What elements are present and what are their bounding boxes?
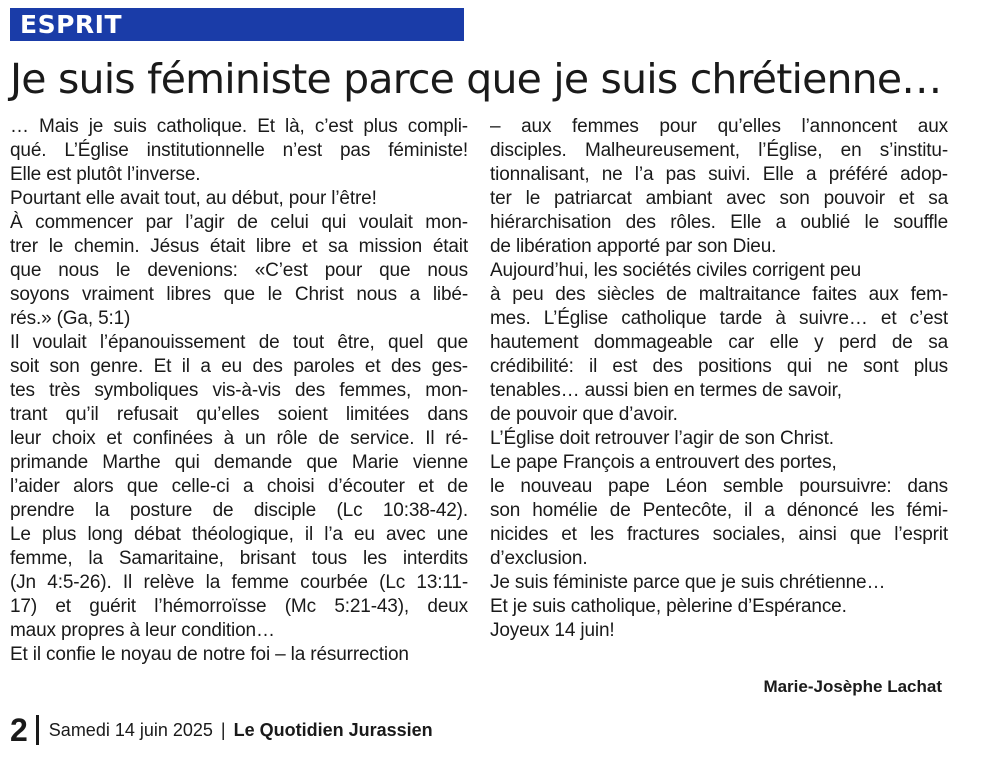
text-line: L’Église doit retrouver l’agir de son Christ. (490, 428, 834, 449)
text-line: Il voulait l’épanouissement de tout être, quel que (10, 332, 468, 353)
text-line: à peu des siècles de maltraitance faites aux fem- (490, 284, 948, 305)
page-number: 2 (10, 711, 28, 748)
text-line: Le plus long débat théologique, il l’a eu avec une (10, 524, 468, 545)
text-line: leur choix et confinées à un rôle de service. Il ré- (10, 428, 468, 449)
text-line: trer le chemin. Jésus était libre et sa mission était (10, 236, 468, 257)
text-line: hiérarchisation des rôles. Elle a oublié le souffle (490, 212, 948, 233)
text-line: soit son genre. Et il a eu des paroles et des ges- (10, 356, 468, 377)
section-rubric-banner (10, 8, 464, 41)
text-line: tes très symboliques vis-à-vis des femmes, mon- (10, 380, 468, 401)
text-line: soyons vraiment libres que le Christ nous a libé- (10, 284, 468, 305)
text-line: Je suis féministe parce que je suis chrétienne… (490, 572, 886, 593)
text-line: ter le patriarcat ambiant avec son pouvoir et sa (490, 188, 948, 209)
text-line: d’exclusion. (490, 548, 588, 569)
text-line: À commencer par l’agir de celui qui voulait mon- (10, 212, 468, 233)
text-line: Et je suis catholique, pèlerine d’Espérance. (490, 596, 847, 617)
text-line: mes. L’Église catholique tarde à suivre… et c’est (490, 308, 948, 329)
text-line: qué. L’Église institutionnelle n’est pas féministe! (10, 140, 468, 161)
text-line: Elle est plutôt l’inverse. (10, 164, 201, 185)
text-line: disciples. Malheureusement, l’Église, en s’institu- (490, 140, 948, 161)
author-signature: Marie-Josèphe Lachat (763, 677, 942, 696)
footer-date: Samedi 14 juin 2025 (48, 719, 213, 740)
section-rubric-label: ESPRIT (20, 10, 123, 39)
text-line: maux propres à leur condition… (10, 620, 275, 641)
text-line: primande Marthe qui demande que Marie vienne (10, 452, 468, 473)
article-column-left (10, 115, 468, 667)
text-line: son homélie de Pentecôte, il a dénoncé les fémi- (490, 500, 948, 521)
text-line: tionnalisant, ne l’a pas suivi. Elle a préféré adop- (490, 164, 948, 185)
text-line: crédibilité: il est des positions qui ne sont plus (490, 356, 948, 377)
newspaper-name: Le Quotidien Jurassien (233, 719, 433, 740)
text-line: de pouvoir que d’avoir. (490, 404, 678, 425)
text-line: hautement dommageable car elle y perd de sa (490, 332, 948, 353)
text-line: l’aider alors que celle-ci a choisi d’écouter et de (10, 476, 468, 497)
text-line: trant qu’il refusait qu’elles soient limitées dans (10, 404, 468, 425)
text-line: tenables… aussi bien en termes de savoir, (490, 380, 842, 401)
footer-divider (36, 715, 39, 745)
text-line: (Jn 4:5-26). Il relève la femme courbée (Lc 13:11- (10, 572, 468, 593)
text-line: que nous le devenions: «C’est pour que nous (10, 260, 468, 281)
footer-separator: | (220, 719, 226, 740)
text-line: – aux femmes pour qu’elles l’annoncent aux (490, 116, 948, 137)
text-line: prendre la posture de disciple (Lc 10:38-42). (10, 500, 468, 521)
text-line: rés.» (Ga, 5:1) (10, 308, 131, 329)
page-footer (10, 712, 433, 748)
text-line: le nouveau pape Léon semble poursuivre: dans (490, 476, 948, 497)
article-headline: Je suis féministe parce que je suis chrétienne… (10, 55, 942, 103)
text-line: Pourtant elle avait tout, au début, pour l’être! (10, 188, 377, 209)
text-line: … Mais je suis catholique. Et là, c’est plus compli- (10, 116, 468, 137)
text-line: Joyeux 14 juin! (490, 620, 615, 641)
text-line: de libération apporté par son Dieu. (490, 236, 777, 257)
text-line: Aujourd’hui, les sociétés civiles corrigent peu (490, 260, 862, 281)
text-line: Et il confie le noyau de notre foi – la résurrection (10, 644, 409, 665)
text-line: femme, la Samaritaine, brisant tous les interdits (10, 548, 468, 569)
text-line: 17) et guérit l’hémorroïsse (Mc 5:21-43), deux (10, 596, 468, 617)
text-line: Le pape François a entrouvert des portes, (490, 452, 837, 473)
text-line: nicides et les fractures sociales, ainsi que l’esprit (490, 524, 948, 545)
article-column-right (490, 115, 948, 643)
